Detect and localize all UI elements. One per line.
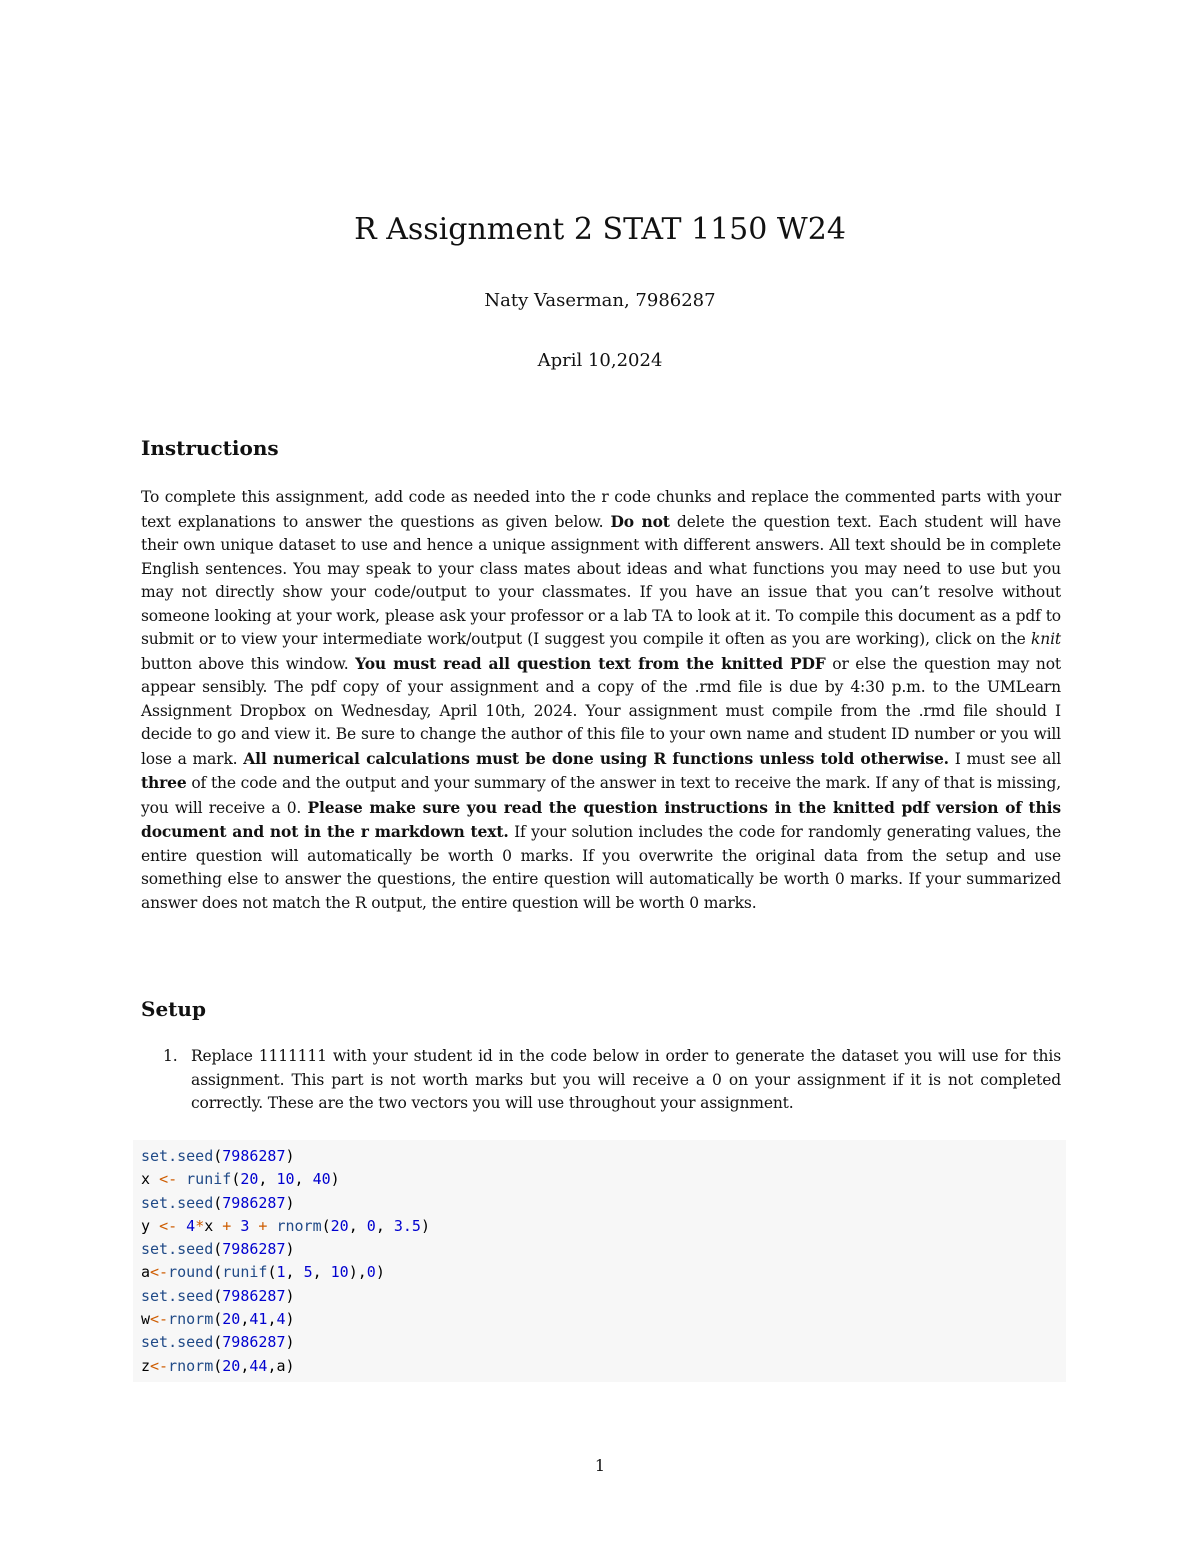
code-token: 44 (249, 1356, 268, 1375)
code-token: ), (348, 1263, 367, 1282)
code-token: ) (285, 1286, 295, 1305)
code-token: ( (213, 1333, 223, 1352)
text-segment: To complete this assignment, add code as needed into the r code chunks and replace the commented parts with your text explanations to answer the questions as given below. (141, 488, 1061, 531)
text-segment: If your solution includes the code for randomly generating values, the entire question will automatically be worth 0 marks. If you overwrite the original data from the setup and use something else to answer the questions, the entire question will automatically be worth 0 marks. If your summarized answer does not match the R output, the entire question will be worth 0 marks. (141, 823, 1061, 912)
code-token: ( (213, 1193, 223, 1212)
code-token: 20 (222, 1356, 241, 1375)
list-item-text: Replace 1111111 with your student id in the code below in order to generate the dataset you will use for this assignment. This part is not worth marks but you will receive a 0 on your assignment if it is not completed correctly. These are the two vectors you will use throughout your assignment. (191, 1047, 1061, 1112)
text-segment: delete the question text. Each student will have their own unique dataset to use and hence a unique assignment with different answers. All text should be in complete English sentences. You may speak to your class mates about ideas and what functions you may need to use but you may not directly show your code/output to your classmates. If you have an issue that you can’t resolve without someone looking at your work, please ask your professor or a lab TA to look at it. To compile this document as a pdf to submit or to view your intermediate work/output (I suggest you compile it often as you are working), click on the (141, 512, 1061, 648)
code-line (141, 1261, 1066, 1284)
code-token: 5 (303, 1263, 313, 1282)
code-token: 0 (366, 1216, 376, 1235)
code-token: 7986287 (222, 1333, 286, 1352)
code-token: set.seed (141, 1286, 214, 1305)
code-token: , (348, 1216, 367, 1235)
code-token: set.seed (141, 1193, 214, 1212)
code-line (141, 1355, 1066, 1378)
code-token: 10 (330, 1263, 349, 1282)
code-line (141, 1238, 1066, 1261)
document-date: April 10,2024 (537, 350, 663, 371)
code-token: ) (285, 1147, 295, 1165)
code-token: <- (150, 1356, 169, 1375)
code-line (141, 1308, 1066, 1331)
code-token (231, 1217, 240, 1235)
code-token: , (285, 1263, 304, 1282)
code-token: round (168, 1263, 214, 1282)
code-token: a (141, 1263, 151, 1282)
instructions-heading: Instructions (141, 436, 279, 460)
code-token: ( (213, 1147, 223, 1165)
document-author: Naty Vaserman, 7986287 (484, 290, 716, 311)
code-token: 7986287 (222, 1147, 286, 1165)
code-token: 10 (276, 1170, 295, 1189)
code-token: ) (285, 1310, 295, 1329)
code-token: rnorm (276, 1216, 322, 1235)
code-token: 7986287 (222, 1193, 286, 1212)
code-token: set.seed (141, 1147, 214, 1165)
code-token: ) (285, 1333, 295, 1352)
code-token: w (141, 1310, 151, 1329)
code-token (177, 1170, 186, 1188)
code-token: , (240, 1310, 250, 1329)
code-token: ( (231, 1170, 241, 1189)
code-token: 41 (249, 1310, 268, 1329)
code-token: ( (213, 1263, 223, 1282)
code-token: 20 (240, 1170, 259, 1189)
bold-text-segment: Please make sure you read the question instructions in the knitted pdf version of this document and not in the r markdown text. (141, 797, 1061, 841)
code-line (141, 1285, 1066, 1308)
code-token: 7986287 (222, 1286, 286, 1305)
bold-text-segment: You must read all question text from the knitted PDF (355, 653, 826, 673)
code-token: 4 (186, 1216, 196, 1235)
text-segment: button above this window. (141, 654, 356, 673)
code-token: ( (213, 1240, 223, 1259)
code-token: ( (213, 1310, 223, 1329)
code-token: ) (375, 1263, 385, 1282)
bold-text-segment: All numerical calculations must be done using R functions unless told otherwise. (243, 748, 949, 768)
code-token: 1 (276, 1263, 286, 1282)
setup-list (141, 1045, 1061, 1116)
code-token: runif (222, 1263, 268, 1282)
code-token: runif (186, 1170, 232, 1189)
bold-text-segment: Do not (610, 511, 670, 531)
code-token: x (204, 1216, 223, 1235)
code-token: 40 (312, 1170, 331, 1189)
code-line (141, 1145, 1066, 1168)
code-token: ,a) (267, 1356, 295, 1375)
code-token: ) (285, 1240, 295, 1259)
code-token: ) (420, 1216, 430, 1235)
code-token: , (240, 1356, 250, 1375)
list-item (141, 1045, 1061, 1116)
code-token: y (141, 1216, 160, 1235)
list-item-number: 1. (163, 1047, 178, 1065)
code-token: 3.5 (393, 1216, 421, 1235)
code-token: <- (159, 1170, 178, 1189)
code-token: + (258, 1216, 268, 1235)
code-token: + (222, 1216, 232, 1235)
code-line (141, 1331, 1066, 1354)
page-number: 1 (594, 1456, 606, 1475)
code-token: , (375, 1216, 394, 1235)
code-token: 20 (222, 1310, 241, 1329)
code-token: , (294, 1170, 313, 1189)
text-segment: of the code and the output and your summary of the answer in text to receive the mark. If any of that is missing, you will receive a 0. (141, 774, 1061, 817)
code-token: , (258, 1170, 277, 1189)
code-line (141, 1192, 1066, 1215)
code-token: set.seed (141, 1240, 214, 1259)
bold-text-segment: three (141, 773, 187, 792)
code-line (141, 1168, 1066, 1191)
code-token: 3 (240, 1216, 250, 1235)
code-token: z (141, 1356, 151, 1375)
code-token: <- (150, 1263, 169, 1282)
code-token (177, 1217, 186, 1235)
code-token: * (195, 1216, 205, 1235)
code-token: rnorm (168, 1310, 214, 1329)
code-token: ( (213, 1356, 223, 1375)
code-line (141, 1215, 1066, 1238)
code-token: , (312, 1263, 331, 1282)
code-token: ) (285, 1193, 295, 1212)
code-token: , (267, 1310, 277, 1329)
code-token: <- (150, 1310, 169, 1329)
code-token: ( (267, 1263, 277, 1282)
code-token: 20 (330, 1216, 349, 1235)
setup-heading: Setup (141, 997, 206, 1021)
code-token: set.seed (141, 1333, 214, 1352)
code-token: 4 (276, 1310, 286, 1329)
code-token: 0 (366, 1263, 376, 1282)
code-token: 7986287 (222, 1240, 286, 1259)
text-segment: or else the question may not appear sensibly. The pdf copy of your assignment and a copy of the .rmd file is due by 4:30 p.m. to the UMLearn Assignment Dropbox on Wednesday, April 10th, 2024. Your assignment must compile from the .rmd file should I decide to go and view it. Be sure to change the author of this file to your own name and student ID number or you will lose a mark. (141, 654, 1061, 768)
instructions-paragraph (141, 486, 1061, 915)
code-token: ( (321, 1216, 331, 1235)
code-token: ) (330, 1170, 340, 1189)
code-token: x (141, 1170, 160, 1189)
document-title: R Assignment 2 STAT 1150 W24 (354, 212, 846, 247)
text-segment: I must see all (948, 749, 1061, 768)
code-token: ( (213, 1286, 223, 1305)
code-token: rnorm (168, 1356, 214, 1375)
code-token: <- (159, 1216, 178, 1235)
r-code-chunk (133, 1140, 1066, 1382)
italic-text-segment: knit (1031, 630, 1061, 648)
